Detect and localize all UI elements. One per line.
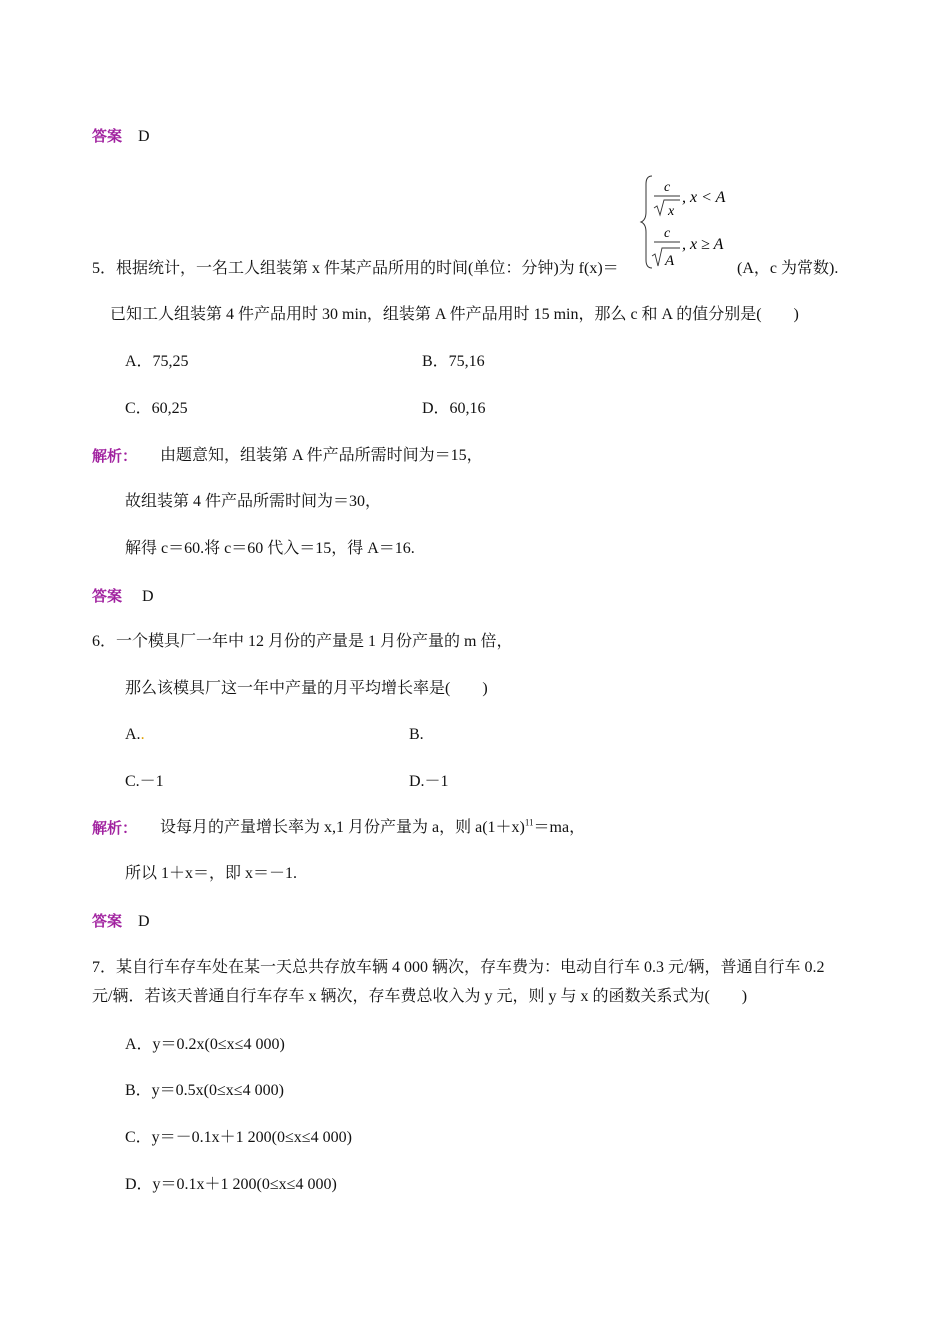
exponent: 11 (524, 817, 534, 828)
q6-line2: 那么该模具厂这一年中产量的月平均增长率是( ) (125, 680, 488, 697)
case2-denominator: A (665, 253, 675, 269)
piecewise-function (640, 172, 770, 272)
q5-option-a: A．75,25 (125, 353, 189, 370)
q7-option-c: C．y＝－0.1x＋1 200(0≤x≤4 000) (125, 1129, 352, 1146)
left-brace-icon (641, 176, 652, 268)
answer-label: 答案 (92, 127, 123, 145)
q7-line2: 元/辆．若该天普通自行车存车 x 辆次，存车费总收入为 y 元，则 y 与 x 的函数关系式为( ) (92, 988, 748, 1005)
q5-analysis-label: 解析： (92, 447, 138, 465)
q5-analysis-line3: 解得 c＝60.将 c＝60 代入＝15，得 A＝16. (125, 540, 415, 557)
case2-condition: , x ≥ A (682, 236, 724, 253)
q6-analysis-line2: 所以 1＋x＝，即 x＝－1. (125, 865, 298, 882)
case1-numerator: c (664, 180, 671, 195)
answer-value: D (138, 128, 150, 145)
case1-denominator: x (668, 204, 675, 219)
q6-option-d: D.－1 (409, 773, 449, 790)
answer-value: D (138, 913, 150, 930)
analysis-tail: ＝ma， (533, 819, 586, 836)
q5-option-c: C．60,25 (125, 400, 188, 417)
answer-label: 答案 (92, 587, 123, 605)
case2-numerator: c (664, 226, 671, 241)
q6-option-a (125, 725, 145, 745)
q7-option-d: D．y＝0.1x＋1 200(0≤x≤4 000) (125, 1176, 337, 1193)
q7-option-b: B．y＝0.5x(0≤x≤4 000) (125, 1082, 284, 1099)
q5-answer (92, 586, 154, 607)
answer-value: D (142, 588, 154, 605)
q6-analysis-line1 (160, 818, 585, 838)
q6-answer (92, 911, 150, 932)
case1-condition: , x < A (682, 189, 726, 206)
q7-option-a: A．y＝0.2x(0≤x≤4 000) (125, 1036, 285, 1053)
prev-answer (92, 126, 150, 147)
q5-analysis-line1: 由题意知，组装第 A 件产品所需时间为＝15， (160, 447, 483, 464)
q5-stem-tail: (A，c 为常数). (737, 260, 839, 277)
answer-label: 答案 (92, 912, 123, 930)
q6-option-b: B. (409, 726, 424, 743)
option-text: A. (125, 726, 141, 743)
q6-option-c: C.－1 (125, 773, 164, 790)
q6-analysis-label: 解析： (92, 819, 138, 837)
q5-analysis-line2: 故组装第 4 件产品所需时间为＝30， (125, 493, 382, 510)
case1-sqrt-icon (654, 200, 680, 215)
q5-stem: 5．根据统计，一名工人组装第 x 件某产品所用的时间(单位：分钟)为 f(x)＝ (92, 260, 619, 277)
q5-option-b: B．75,16 (422, 353, 485, 370)
q6-stem: 6．一个模具厂一年中 12 月份的产量是 1 月份产量的 m 倍， (92, 633, 513, 650)
q7-stem: 7．某自行车存车处在某一天总共存放车辆 4 000 辆次，存车费为：电动自行车 0.3 元/辆，普通自行车 0.2 (92, 959, 825, 976)
marker-dot-icon: . (140, 726, 145, 743)
q5-line2: 已知工人组装第 4 件产品用时 30 min，组装第 A 件产品用时 15 min，那么 c 和 A 的值分别是( ) (110, 306, 799, 323)
q5-option-d: D．60,16 (422, 400, 486, 417)
analysis-text: 设每月的产量增长率为 x,1 月份产量为 a，则 a(1＋x) (160, 819, 525, 836)
